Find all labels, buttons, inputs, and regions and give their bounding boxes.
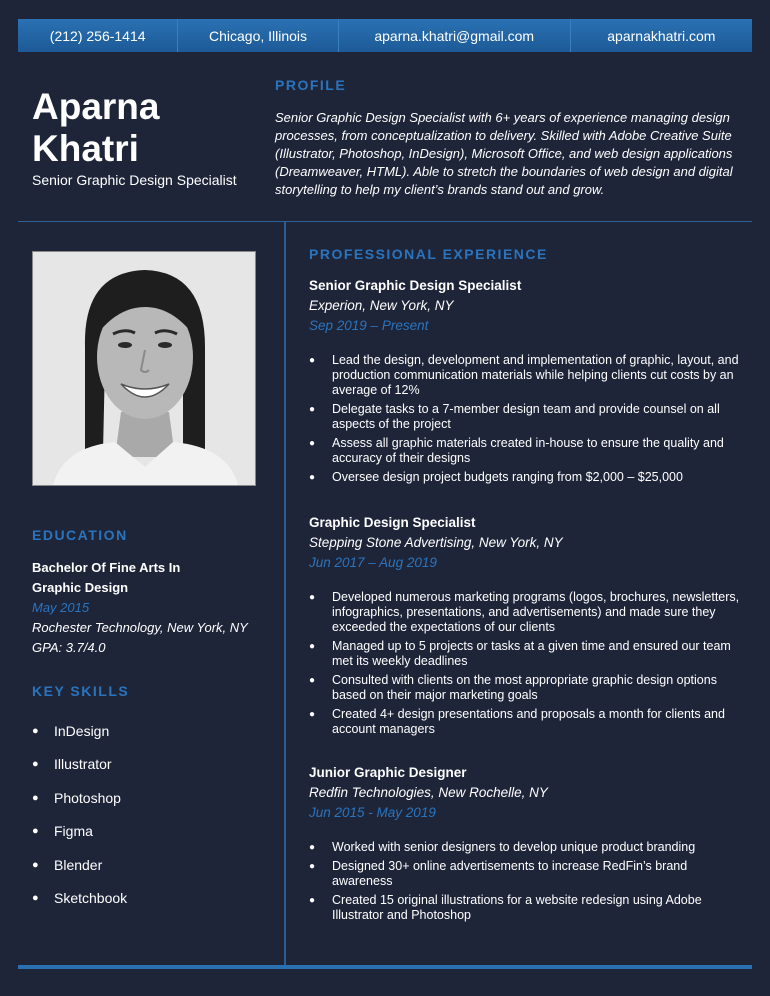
bullet-icon: ● xyxy=(32,892,39,905)
job-company: Stepping Stone Advertising, New York, NY xyxy=(309,535,563,550)
job-bullet: ● Managed up to 5 projects or tasks at a given time and ensured our team met its weekly deadlines xyxy=(309,639,731,668)
job-entry xyxy=(309,276,745,489)
contact-phone: (212) 256-1414 xyxy=(18,19,178,52)
job-title: Graphic Design Specialist xyxy=(309,515,476,530)
education-school: Rochester Technology, New York, NY xyxy=(32,620,248,635)
experience-heading: PROFESSIONAL EXPERIENCE xyxy=(309,246,548,262)
candidate-name: Aparna Khatri xyxy=(32,86,160,169)
bullet-icon: ● xyxy=(32,791,39,804)
skill-item: ● InDesign xyxy=(32,722,110,739)
degree-line-1: Bachelor Of Fine Arts In xyxy=(32,560,181,575)
job-bullets xyxy=(309,840,745,923)
profile-photo xyxy=(32,251,256,486)
education-heading: EDUCATION xyxy=(32,527,128,543)
education-block xyxy=(32,558,277,658)
skill-item: ● Illustrator xyxy=(32,756,112,773)
job-dates: Sep 2019 – Present xyxy=(309,318,429,333)
vertical-divider xyxy=(284,222,286,966)
job-bullet: ● Assess all graphic materials created in-house to ensure the quality and accuracy of their designs xyxy=(309,436,724,465)
bullet-icon: ● xyxy=(32,724,39,737)
job-bullet: ● Created 15 original illustrations for a website redesign using Adobe Illustrator and Photoshop xyxy=(309,893,702,922)
job-bullets xyxy=(309,353,745,485)
bottom-bar xyxy=(18,965,752,969)
job-bullet: ● Developed numerous marketing programs (logos, brochures, newsletters, infographics, presentations, and advertisements) and made sure they exceeded the expectations of our clients xyxy=(309,590,740,634)
job-company: Redfin Technologies, New Rochelle, NY xyxy=(309,785,548,800)
job-entry xyxy=(309,763,745,927)
bullet-icon: ● xyxy=(32,825,39,838)
candidate-subtitle: Senior Graphic Design Specialist xyxy=(32,172,237,188)
job-bullet: ● Delegate tasks to a 7-member design team and provide counsel on all aspects of the project xyxy=(309,402,720,431)
bullet-icon: ● xyxy=(32,858,39,871)
skill-item: ● Sketchbook xyxy=(32,890,128,907)
job-dates: Jun 2015 - May 2019 xyxy=(309,805,436,820)
job-title: Senior Graphic Design Specialist xyxy=(309,278,522,293)
bullet-icon: ● xyxy=(32,758,39,771)
job-bullet: ● Oversee design project budgets ranging from $2,000 – $25,000 xyxy=(309,470,683,484)
skill-item: ● Blender xyxy=(32,856,103,873)
contact-location: Chicago, Illinois xyxy=(178,19,338,52)
job-company: Experion, New York, NY xyxy=(309,298,454,313)
job-dates: Jun 2017 – Aug 2019 xyxy=(309,555,437,570)
skills-heading: KEY SKILLS xyxy=(32,683,130,699)
contact-bar xyxy=(18,19,752,52)
contact-email[interactable]: aparna.khatri@gmail.com xyxy=(339,19,571,52)
skill-item: ● Figma xyxy=(32,823,93,840)
education-date: May 2015 xyxy=(32,600,90,615)
contact-website[interactable]: aparnakhatri.com xyxy=(607,27,716,44)
horizontal-divider xyxy=(18,221,752,222)
job-bullet: ● Designed 30+ online advertisements to increase RedFin’s brand awareness xyxy=(309,859,688,888)
profile-text: Senior Graphic Design Specialist with 6+ years of experience managing design processes, from conceptualization to delivery. Skilled with Adobe Creative Suite (Illustrator, Photoshop, InDesign), Microsoft Office, and web design applications (Dreamweaver, HTML). Able to stretch the boundaries of web design and digital storytelling to help my client’s brands stand out and grow. xyxy=(275,110,733,197)
skills-list xyxy=(32,714,127,915)
job-bullet: ● Created 4+ design presentations and proposals a month for clients and account managers xyxy=(309,707,725,736)
job-bullet: ● Worked with senior designers to develop unique product branding xyxy=(309,840,696,854)
profile-heading: PROFILE xyxy=(275,77,347,93)
education-gpa: GPA: 3.7/4.0 xyxy=(32,640,106,655)
job-bullet: ● Lead the design, development and implementation of graphic, layout, and production communication materials while helping clients cut costs by an average of 12% xyxy=(309,353,739,397)
degree-line-2: Graphic Design xyxy=(32,580,129,595)
skill-item: ● Photoshop xyxy=(32,789,121,806)
job-entry xyxy=(309,513,745,741)
job-title: Junior Graphic Designer xyxy=(309,765,467,780)
job-bullet: ● Consulted with clients on the most appropriate graphic design options based on their major marketing goals xyxy=(309,673,717,702)
job-bullets xyxy=(309,590,745,737)
